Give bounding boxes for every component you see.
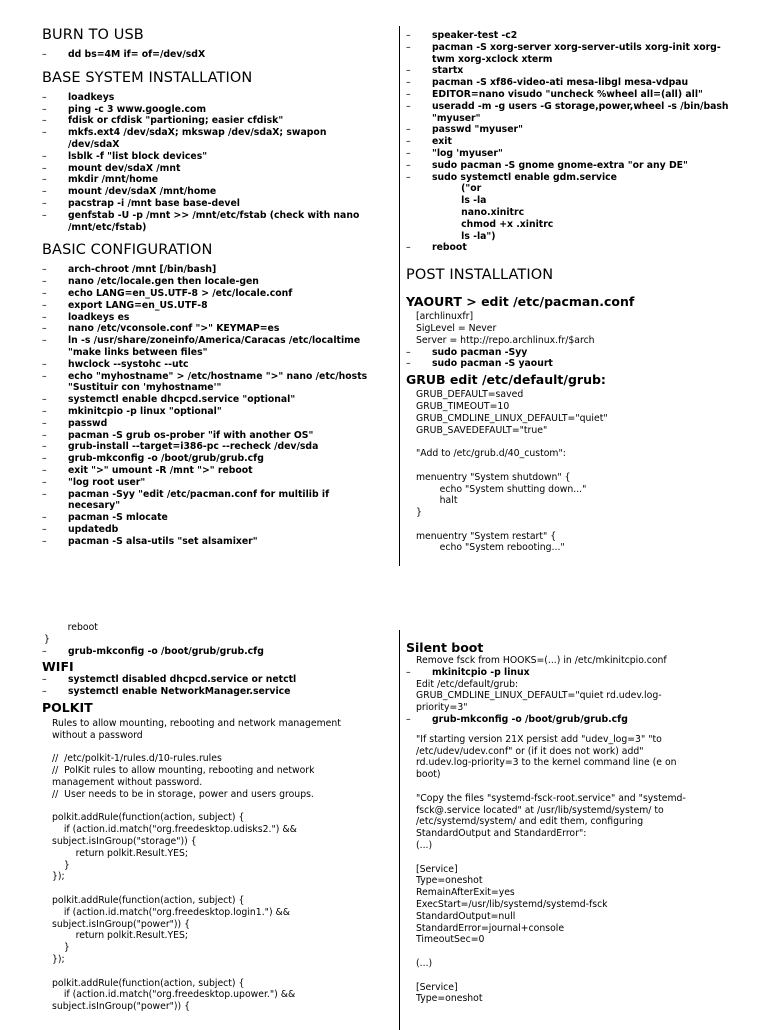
silent-boot-heading: Silent boot <box>406 640 484 655</box>
grub-menuentry-tail: reboot } <box>44 622 98 645</box>
command-item: – useradd -m -g users -G storage,power,wheel -s /bin/bash "myuser" <box>406 101 751 125</box>
command-item: – nano /etc/locale.gen then locale-gen <box>42 276 394 288</box>
command-item: – exit <box>406 136 751 148</box>
command-item: – sudo pacman -S gnome gnome-extra "or any DE" <box>406 160 751 172</box>
command-item: – echo "myhostname" > /etc/hostname ">" nano /etc/hosts "Sustituir con 'myhostname'" <box>42 371 394 395</box>
command-item: – export LANG=en_US.UTF-8 <box>42 300 394 312</box>
wifi-heading: WIFI <box>42 659 74 675</box>
base-system-heading: BASE SYSTEM INSTALLATION <box>42 69 253 86</box>
command-item: – mount dev/sdaX /mnt <box>42 163 394 175</box>
command-item: – fdisk or cfdisk "partioning; easier cfdisk" <box>42 115 394 127</box>
command-item: – passwd <box>42 418 394 430</box>
burn-to-usb-heading: BURN TO USB <box>42 27 144 43</box>
command-item: – pacman -S alsa-utils "set alsamixer" <box>42 536 394 548</box>
command-item: – dd bs=4M if= of=/dev/sdX <box>42 49 394 61</box>
command-item: – mount /dev/sdaX /mnt/home <box>42 186 394 198</box>
silent-boot-details-text: "If starting version 21X persist add "udev_log=3" "to /etc/udev/udev.conf" or (if it does not work) add" rd.udev.log-priority=3 to the kernel command line (e on boot) "Copy the files "systemd-fsck-root.service" and "systemd- fsck@.service located" at /usr/lib/systemd/system/ to /etc/systemd/system/ and edit them, configuring StandardOutput and StandardError": (...) [Service] Type=oneshot RemainAfterExit=yes ExecStart=/usr/lib/systemd/systemd-fsck StandardOutput=null StandardError=journal+console TimeoutSec=0 (...) [Service] Type=oneshot <box>416 733 686 1005</box>
command-item: – passwd "myuser" <box>406 124 751 136</box>
basic-configuration-heading: BASIC CONFIGURATION <box>42 242 213 259</box>
column-divider <box>399 26 400 566</box>
command-item: – grub-mkconfig -o /boot/grub/grub.cfg <box>42 646 394 658</box>
desktop-setup-list <box>406 30 751 254</box>
command-item: – grub-install --target=i386-pc --recheck /dev/sda <box>42 441 394 453</box>
command-item: – sudo pacman -Syy <box>406 347 751 359</box>
yaourt-heading: YAOURT > edit /etc/pacman.conf <box>406 294 635 310</box>
command-item: – ping -c 3 www.google.com <box>42 104 394 116</box>
command-item: – loadkeys <box>42 92 394 104</box>
polkit-rules-text: Rules to allow mounting, rebooting and network management without a password // /etc/polkit-1/rules.d/10-rules.rules // PolKit rules to allow mounting, rebooting and network management without password. // User needs to be in storage, power and users groups. polkit.addRule(function(action, subject) { if (action.id.match("org.freedesktop.udisks2.") && subject.isInGroup("storage")) { return polkit.Result.YES; } }); polkit.addRule(function(action, subject) { if (action.id.match("org.freedesktop.login1.") && subject.isInGroup("power")) { return polkit.Result.YES; } }); polkit.addRule(function(action, subject) { if (action.id.match("org.freedesktop.upower.") && subject.isInGroup("power")) { <box>52 717 341 1013</box>
grub-mkconfig-list <box>42 646 394 658</box>
silent-boot-grub-list <box>406 714 751 726</box>
basic-configuration-list <box>42 264 394 547</box>
command-item: – lsblk -f "list block devices" <box>42 151 394 163</box>
command-item: – pacman -S xf86-video-ati mesa-libgl mesa-vdpau <box>406 77 751 89</box>
column-divider <box>399 630 400 1030</box>
command-item: – speaker-test -c2 <box>406 30 751 42</box>
command-item: – systemctl enable dhcpcd.service "optional" <box>42 394 394 406</box>
command-item: – mkinitcpio -p linux <box>406 667 751 679</box>
command-item: – grub-mkconfig -o /boot/grub/grub.cfg <box>42 453 394 465</box>
command-item: – systemctl enable NetworkManager.service <box>42 686 394 698</box>
command-item: – exit ">" umount -R /mnt ">" reboot <box>42 465 394 477</box>
command-item: – pacman -Syy "edit /etc/pacman.conf for multilib if necesary" <box>42 489 394 513</box>
command-item: – sudo pacman -S yaourt <box>406 358 751 370</box>
yaourt-command-list <box>406 347 751 371</box>
page1-right-column <box>406 30 751 554</box>
command-item: – mkfs.ext4 /dev/sdaX; mkswap /dev/sdaX; swapon /dev/sdaX <box>42 127 394 151</box>
command-item: – "log 'myuser" <box>406 148 751 160</box>
command-item: – grub-mkconfig -o /boot/grub/grub.cfg <box>406 714 751 726</box>
wifi-command-list <box>42 674 394 698</box>
command-item: – pacman -S mlocate <box>42 512 394 524</box>
yaourt-config-text: [archlinuxfr] SigLevel = Never Server = http://repo.archlinux.fr/$arch <box>416 311 595 346</box>
command-item: – genfstab -U -p /mnt >> /mnt/etc/fstab (check with nano /mnt/etc/fstab) <box>42 210 394 234</box>
command-item: – hwclock --systohc --utc <box>42 359 394 371</box>
command-item: – pacstrap -i /mnt base base-devel <box>42 198 394 210</box>
command-item: – echo LANG=en_US.UTF-8 > /etc/locale.conf <box>42 288 394 300</box>
document-page-2 <box>0 612 768 1024</box>
grub-heading: GRUB edit /etc/default/grub: <box>406 372 606 388</box>
command-item: – systemctl disabled dhcpcd.service or netctl <box>42 674 394 686</box>
page1-left-column <box>42 26 394 555</box>
page2-left-column <box>42 622 394 1013</box>
base-system-list <box>42 92 394 234</box>
command-item: – "log root user" <box>42 477 394 489</box>
command-item: – ln -s /usr/share/zoneinfo/America/Caracas /etc/localtime "make links between files" <box>42 335 394 359</box>
command-item: – EDITOR=nano visudo "uncheck %wheel all=(all) all" <box>406 89 751 101</box>
command-item: – sudo systemctl enable gdm.service ("or ls -la nano.xinitrc chmod +x .xinitrc ls -la") <box>406 172 751 243</box>
page2-right-column <box>406 640 751 1005</box>
grub-config-text: GRUB_DEFAULT=saved GRUB_TIMEOUT=10 GRUB_CMDLINE_LINUX_DEFAULT="quiet" GRUB_SAVEDEFAULT="true" "Add to /etc/grub.d/40_custom": menuentry "System shutdown" { echo "System shutting down..." halt } menuentry "System restart" { echo "System rebooting..." <box>416 389 608 554</box>
command-item: – pacman -S xorg-server xorg-server-utils xorg-init xorg- twm xorg-xclock xterm <box>406 42 751 66</box>
command-item: – mkdir /mnt/home <box>42 174 394 186</box>
silent-boot-mkinitcpio-list <box>406 667 751 679</box>
silent-boot-hooks-text: Remove fsck from HOOKS=(...) in /etc/mkinitcpio.conf <box>416 655 667 666</box>
command-item: – pacman -S grub os-prober "if with another OS" <box>42 430 394 442</box>
post-installation-heading: POST INSTALLATION <box>406 267 554 284</box>
silent-boot-grub-text: Edit /etc/default/grub: GRUB_CMDLINE_LINUX_DEFAULT="quiet rd.udev.log- priority=3" <box>416 678 662 714</box>
command-item: – startx <box>406 65 751 77</box>
command-item: – reboot <box>406 242 751 254</box>
command-item: – nano /etc/vconsole.conf ">" KEYMAP=es <box>42 323 394 335</box>
polkit-heading: POLKIT <box>42 699 93 715</box>
command-item: – updatedb <box>42 524 394 536</box>
burn-to-usb-list <box>42 49 394 61</box>
command-item: – loadkeys es <box>42 312 394 324</box>
command-item: – arch-chroot /mnt [/bin/bash] <box>42 264 394 276</box>
command-item: – mkinitcpio -p linux "optional" <box>42 406 394 418</box>
